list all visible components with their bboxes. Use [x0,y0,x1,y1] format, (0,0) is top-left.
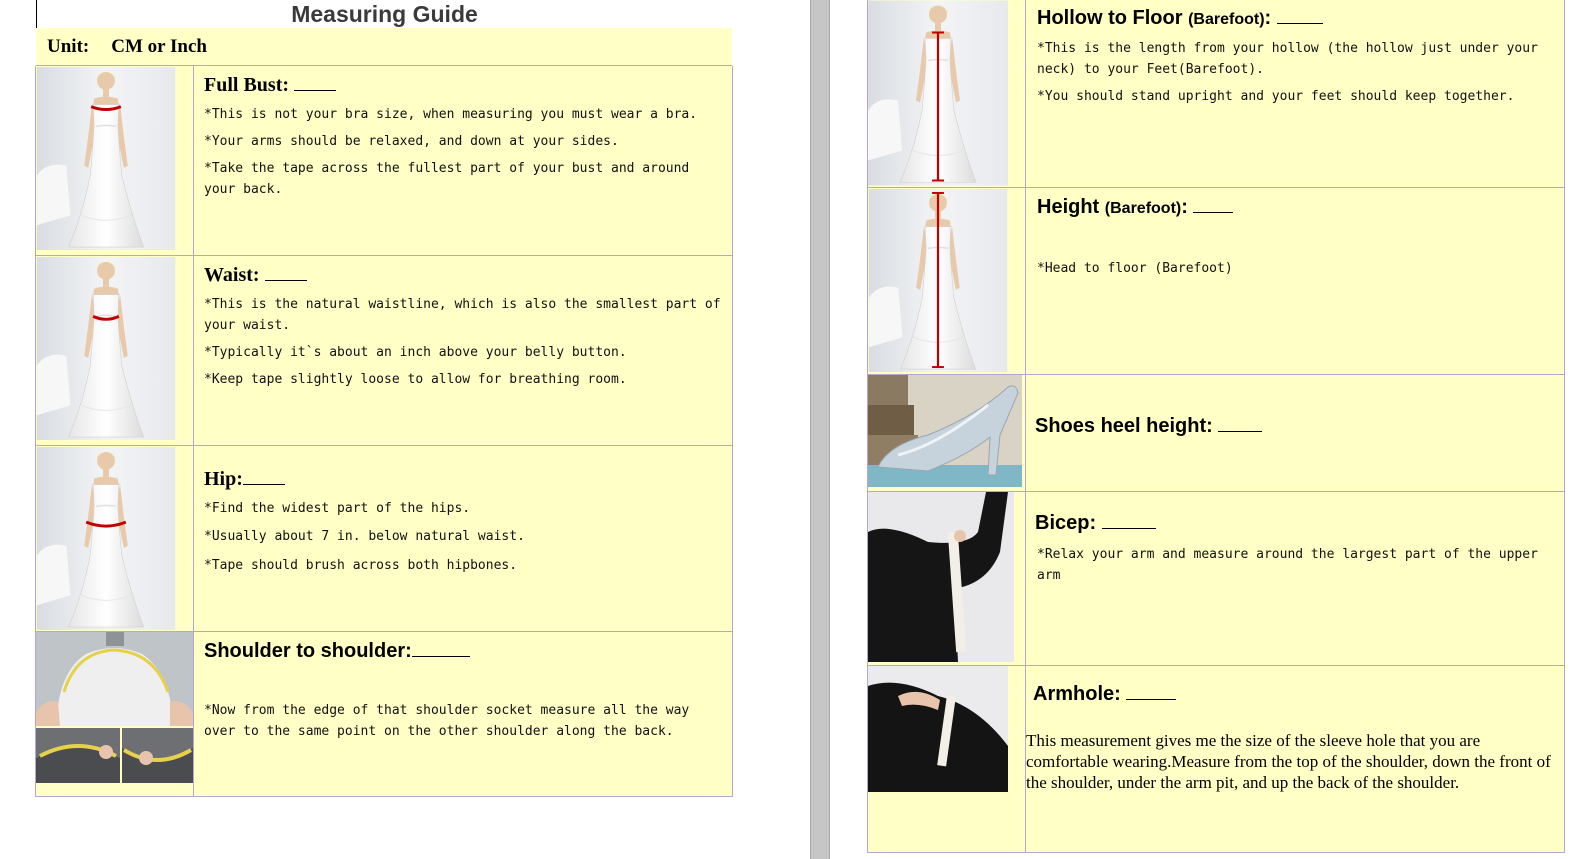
heel-photo [868,375,1022,487]
full-bust-label: Full Bust: [204,74,290,96]
waist-note-3: *Keep tape slightly loose to allow for breathing room. [204,372,627,387]
full-bust-image-cell [36,66,194,255]
hollow-blank[interactable] [1277,7,1323,24]
armhole-image-cell [868,666,1026,852]
armhole-text-cell [1026,666,1564,852]
height-text-cell [1026,188,1564,374]
hip-text-cell [194,446,732,631]
shoulder-photo-main [36,632,193,726]
page-title: Measuring Guide [36,0,732,28]
waist-note-1: *This is the natural waistline, which is also the smallest part of your waist. [204,297,721,333]
shoulder-photo-right [122,728,193,783]
waist-row [35,256,733,446]
hip-note-2: *Usually about 7 in. below natural waist. [204,529,525,544]
armhole-row [867,666,1565,853]
hip-image-cell [36,446,194,631]
full-bust-note-1: *This is not your bra size, when measuring you must wear a bra. [204,107,698,122]
shoulder-label: Shoulder to shoulder: [204,640,412,662]
armhole-text: This measurement gives me the size of the sleeve hole that you are comfortable wearing.Measure from the top of the shoulder, down the front of the shoulder, under the arm pit, and up the back of the shoulder. [1026,731,1551,792]
heel-label: Shoes heel height: [1035,415,1213,437]
heel-text-cell [1026,375,1564,491]
bicep-image-cell [868,492,1026,665]
heel-row [867,375,1565,492]
hollow-photo [868,0,1008,186]
height-image-cell [868,188,1026,374]
waist-image-cell [36,256,194,445]
full-bust-blank[interactable] [294,74,336,91]
shoulder-image-cell [36,632,194,796]
shoulder-row [35,632,733,797]
full-bust-photo [36,67,176,250]
height-note-1: *Head to floor (Barefoot) [1037,261,1233,276]
unit-label: Unit: [47,36,90,57]
hollow-image-cell [868,0,1026,187]
full-bust-text-cell [194,66,732,255]
heel-image-cell [868,375,1026,491]
bicep-blank[interactable] [1102,512,1156,529]
bicep-row [867,492,1565,666]
unit-value: CM or Inch [111,36,207,57]
full-bust-note-2: *Your arms should be relaxed, and down at your sides. [204,134,619,149]
shoulder-photo-left [36,728,120,783]
hollow-note-1: *This is the length from your hollow (the hollow just under your neck) to your Feet(Barefoot). [1037,41,1538,77]
hip-blank[interactable] [243,468,285,485]
bicep-label: Bicep: [1035,512,1097,534]
hip-note-3: *Tape should brush across both hipbones. [204,558,518,573]
bicep-text-cell [1026,492,1564,665]
armhole-photo [868,666,1008,792]
armhole-blank[interactable] [1126,683,1176,700]
waist-note-2: *Typically it`s about an inch above your belly button. [204,345,627,360]
hollow-sub: (Barefoot) [1188,11,1265,28]
shoulder-blank[interactable] [412,640,470,657]
heel-blank[interactable] [1218,415,1262,432]
height-blank[interactable] [1193,196,1233,213]
height-label: Height [1037,196,1100,218]
height-row [867,188,1565,375]
height-sub: (Barefoot) [1104,200,1182,217]
hip-row [35,446,733,632]
shoulder-note-1: *Now from the edge of that shoulder socket measure all the way over to the same point on the other shoulder along the back. [204,703,690,739]
waist-label: Waist: [204,264,260,286]
shoulder-text-cell [194,632,732,796]
hip-label: Hip: [204,468,243,490]
height-photo [868,189,1008,372]
full-bust-row [35,66,733,256]
hollow-colon: : [1264,7,1272,29]
page-gutter [810,0,830,859]
unit-row [36,28,732,66]
hollow-row [867,0,1565,188]
waist-blank[interactable] [265,264,307,281]
waist-text-cell [194,256,732,445]
height-colon: : [1181,196,1188,218]
armhole-label: Armhole: [1033,683,1121,705]
hip-photo [36,447,176,630]
full-bust-note-3: *Take the tape across the fullest part of your bust and around your back. [204,161,690,197]
bicep-photo [868,492,1014,662]
hollow-text-cell [1026,0,1564,187]
bicep-note-1: *Relax your arm and measure around the largest part of the upper arm [1037,547,1538,583]
hip-note-1: *Find the widest part of the hips. [204,501,471,516]
waist-photo [36,257,176,440]
hollow-note-2: *You should stand upright and your feet should keep together. [1037,89,1515,104]
hollow-label: Hollow to Floor [1037,7,1183,29]
